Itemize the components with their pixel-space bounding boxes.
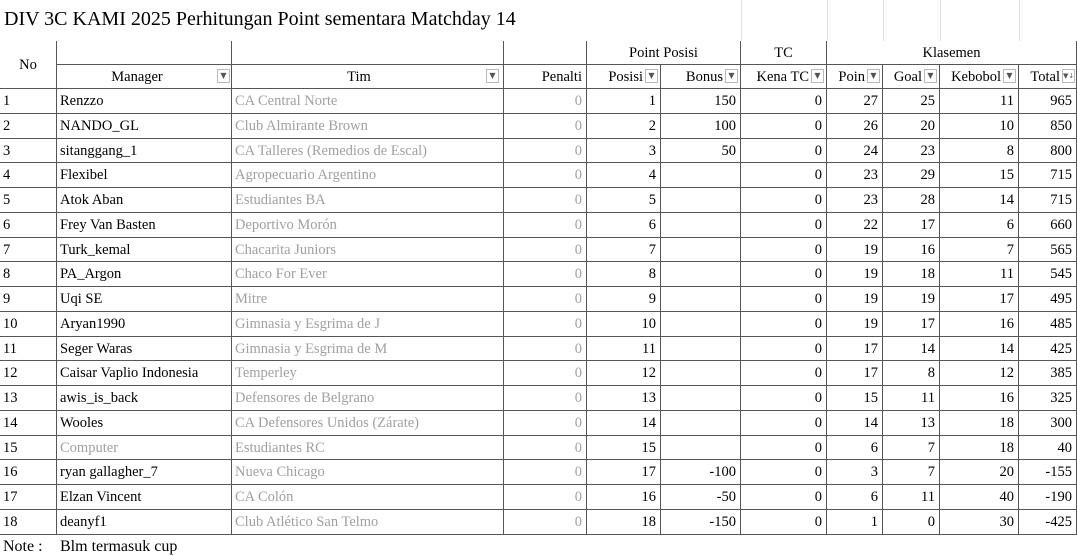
cell-poin: 23 xyxy=(827,163,883,188)
filter-dropdown-icon[interactable]: ▼ xyxy=(217,69,230,83)
cell-no: 11 xyxy=(0,337,57,362)
cell-no: 13 xyxy=(0,386,57,411)
cell-manager: Turk_kemal xyxy=(57,238,232,263)
cell-kebobol: 14 xyxy=(940,188,1019,213)
cell-tim: Deportivo Morón xyxy=(232,213,504,238)
cell-goal: 25 xyxy=(883,89,940,114)
cell-kebobol: 14 xyxy=(940,337,1019,362)
grid-line xyxy=(827,0,828,41)
cell-posisi: 14 xyxy=(587,411,661,436)
cell-kebobol: 11 xyxy=(940,262,1019,287)
cell-manager: Atok Aban xyxy=(57,188,232,213)
cell-manager: PA_Argon xyxy=(57,262,232,287)
cell-tim: Nueva Chicago xyxy=(232,460,504,485)
cell-kena-tc: 0 xyxy=(741,361,827,386)
filter-dropdown-icon[interactable]: ▼ xyxy=(1003,69,1016,83)
cell-tim: Defensores de Belgrano xyxy=(232,386,504,411)
cell-goal: 19 xyxy=(883,287,940,312)
cell-tim: CA Central Norte xyxy=(232,89,504,114)
cell-kena-tc: 0 xyxy=(741,411,827,436)
cell-posisi: 12 xyxy=(587,361,661,386)
cell-bonus xyxy=(661,163,741,188)
cell-goal: 13 xyxy=(883,411,940,436)
cell-penalti: 0 xyxy=(504,287,587,312)
filter-dropdown-icon[interactable]: ▼ xyxy=(645,69,658,83)
cell-penalti: 0 xyxy=(504,460,587,485)
cell-penalti: 0 xyxy=(504,485,587,510)
cell-goal: 11 xyxy=(883,386,940,411)
filter-dropdown-icon[interactable]: ▼ xyxy=(811,69,824,83)
cell-total: 715 xyxy=(1019,188,1077,213)
cell-tim: CA Defensores Unidos (Zárate) xyxy=(232,411,504,436)
cell-manager: Caisar Vaplio Indonesia xyxy=(57,361,232,386)
header-no[interactable]: No xyxy=(0,41,57,89)
cell-poin: 17 xyxy=(827,337,883,362)
cell-kena-tc: 0 xyxy=(741,460,827,485)
cell-manager: Seger Waras xyxy=(57,337,232,362)
cell-tim: Chaco For Ever xyxy=(232,262,504,287)
cell-tim: Mitre xyxy=(232,287,504,312)
cell-kena-tc: 0 xyxy=(741,89,827,114)
cell-penalti: 0 xyxy=(504,262,587,287)
cell-poin: 15 xyxy=(827,386,883,411)
cell-manager: Elzan Vincent xyxy=(57,485,232,510)
cell-posisi: 5 xyxy=(587,188,661,213)
cell-goal: 11 xyxy=(883,485,940,510)
cell-posisi: 1 xyxy=(587,89,661,114)
cell-no: 7 xyxy=(0,238,57,263)
cell-posisi: 3 xyxy=(587,139,661,164)
cell-bonus: 50 xyxy=(661,139,741,164)
cell-kena-tc: 0 xyxy=(741,386,827,411)
cell-poin: 3 xyxy=(827,460,883,485)
cell-tim: Estudiantes RC xyxy=(232,436,504,461)
cell-bonus xyxy=(661,337,741,362)
cell-kebobol: 30 xyxy=(940,510,1019,535)
cell-tim: Estudiantes BA xyxy=(232,188,504,213)
cell-bonus xyxy=(661,386,741,411)
cell-no: 16 xyxy=(0,460,57,485)
filter-dropdown-icon[interactable]: ▼ xyxy=(725,69,738,83)
cell-bonus xyxy=(661,213,741,238)
cell-kebobol: 12 xyxy=(940,361,1019,386)
cell-kebobol: 16 xyxy=(940,386,1019,411)
cell-posisi: 17 xyxy=(587,460,661,485)
cell-goal: 28 xyxy=(883,188,940,213)
header-group-point-posisi: Point Posisi xyxy=(587,41,741,65)
cell-penalti: 0 xyxy=(504,238,587,263)
cell-posisi: 2 xyxy=(587,114,661,139)
cell-manager: Aryan1990 xyxy=(57,312,232,337)
cell-total: 715 xyxy=(1019,163,1077,188)
cell-posisi: 15 xyxy=(587,436,661,461)
cell-kena-tc: 0 xyxy=(741,188,827,213)
cell-manager: ryan gallagher_7 xyxy=(57,460,232,485)
grid-line xyxy=(940,0,941,41)
cell-no: 3 xyxy=(0,139,57,164)
cell-kebobol: 6 xyxy=(940,213,1019,238)
cell-goal: 29 xyxy=(883,163,940,188)
cell-goal: 7 xyxy=(883,460,940,485)
cell-posisi: 9 xyxy=(587,287,661,312)
cell-tim: Temperley xyxy=(232,361,504,386)
filter-dropdown-icon[interactable]: ▼ xyxy=(486,69,499,83)
cell-kebobol: 10 xyxy=(940,114,1019,139)
cell-manager: Renzzo xyxy=(57,89,232,114)
cell-manager: deanyf1 xyxy=(57,510,232,535)
cell-kena-tc: 0 xyxy=(741,114,827,139)
cell-penalti: 0 xyxy=(504,411,587,436)
header-kebobol-label: Kebobol xyxy=(951,69,1001,85)
header-group-blank xyxy=(504,41,587,65)
cell-poin: 14 xyxy=(827,411,883,436)
cell-kena-tc: 0 xyxy=(741,436,827,461)
cell-manager: NANDO_GL xyxy=(57,114,232,139)
cell-tim: Gimnasia y Esgrima de M xyxy=(232,337,504,362)
cell-bonus xyxy=(661,312,741,337)
cell-bonus: -100 xyxy=(661,460,741,485)
cell-goal: 0 xyxy=(883,510,940,535)
header-kena-tc-label: Kena TC xyxy=(756,69,809,85)
cell-no: 10 xyxy=(0,312,57,337)
header-group-klasemen: Klasemen xyxy=(827,41,1077,65)
sort-descending-icon[interactable]: ▼↓ xyxy=(1062,69,1075,83)
cell-total: -190 xyxy=(1019,485,1077,510)
cell-kena-tc: 0 xyxy=(741,139,827,164)
cell-posisi: 7 xyxy=(587,238,661,263)
header-goal[interactable] xyxy=(883,65,940,89)
cell-goal: 14 xyxy=(883,337,940,362)
header-group-blank xyxy=(57,41,232,65)
cell-total: 495 xyxy=(1019,287,1077,312)
cell-kena-tc: 0 xyxy=(741,262,827,287)
cell-total: 40 xyxy=(1019,436,1077,461)
cell-kebobol: 17 xyxy=(940,287,1019,312)
cell-kebobol: 18 xyxy=(940,411,1019,436)
header-penalti[interactable] xyxy=(504,65,587,89)
cell-manager: Uqi SE xyxy=(57,287,232,312)
cell-total: 300 xyxy=(1019,411,1077,436)
cell-penalti: 0 xyxy=(504,114,587,139)
cell-total: 965 xyxy=(1019,89,1077,114)
cell-poin: 19 xyxy=(827,287,883,312)
header-penalti-label: Penalti xyxy=(541,69,582,85)
cell-posisi: 11 xyxy=(587,337,661,362)
header-group-blank xyxy=(232,41,504,65)
cell-penalti: 0 xyxy=(504,163,587,188)
cell-penalti: 0 xyxy=(504,213,587,238)
cell-bonus xyxy=(661,262,741,287)
cell-kena-tc: 0 xyxy=(741,485,827,510)
cell-kebobol: 18 xyxy=(940,436,1019,461)
cell-goal: 18 xyxy=(883,262,940,287)
cell-tim: Gimnasia y Esgrima de J xyxy=(232,312,504,337)
cell-no: 5 xyxy=(0,188,57,213)
cell-kebobol: 20 xyxy=(940,460,1019,485)
header-group-tc: TC xyxy=(741,41,827,65)
cell-manager: Wooles xyxy=(57,411,232,436)
header-tim-label: Tim xyxy=(347,69,371,85)
note-text: Blm termasuk cup xyxy=(60,537,178,555)
grid-line xyxy=(1019,0,1020,41)
cell-bonus xyxy=(661,361,741,386)
cell-tim: CA Colón xyxy=(232,485,504,510)
cell-penalti: 0 xyxy=(504,139,587,164)
cell-kebobol: 16 xyxy=(940,312,1019,337)
cell-kena-tc: 0 xyxy=(741,287,827,312)
cell-goal: 23 xyxy=(883,139,940,164)
cell-no: 15 xyxy=(0,436,57,461)
cell-manager: sitanggang_1 xyxy=(57,139,232,164)
cell-no: 4 xyxy=(0,163,57,188)
cell-no: 9 xyxy=(0,287,57,312)
header-total-label: Total xyxy=(1030,69,1060,85)
cell-penalti: 0 xyxy=(504,361,587,386)
cell-kebobol: 7 xyxy=(940,238,1019,263)
grid-line xyxy=(741,0,742,41)
header-poin[interactable] xyxy=(827,65,883,89)
header-kebobol[interactable] xyxy=(940,65,1019,89)
cell-goal: 17 xyxy=(883,213,940,238)
cell-goal: 17 xyxy=(883,312,940,337)
cell-kebobol: 11 xyxy=(940,89,1019,114)
cell-total: -425 xyxy=(1019,510,1077,535)
grid-line xyxy=(883,0,884,41)
cell-poin: 26 xyxy=(827,114,883,139)
cell-posisi: 13 xyxy=(587,386,661,411)
cell-bonus: -150 xyxy=(661,510,741,535)
cell-no: 18 xyxy=(0,510,57,535)
cell-penalti: 0 xyxy=(504,337,587,362)
cell-manager: Frey Van Basten xyxy=(57,213,232,238)
header-manager[interactable] xyxy=(57,65,232,89)
cell-no: 17 xyxy=(0,485,57,510)
cell-total: -155 xyxy=(1019,460,1077,485)
cell-total: 545 xyxy=(1019,262,1077,287)
header-kena-tc[interactable] xyxy=(741,65,827,89)
cell-kena-tc: 0 xyxy=(741,337,827,362)
cell-penalti: 0 xyxy=(504,312,587,337)
cell-total: 385 xyxy=(1019,361,1077,386)
cell-poin: 19 xyxy=(827,312,883,337)
cell-total: 850 xyxy=(1019,114,1077,139)
cell-tim: CA Talleres (Remedios de Escal) xyxy=(232,139,504,164)
cell-bonus xyxy=(661,436,741,461)
cell-poin: 6 xyxy=(827,485,883,510)
header-bonus-label: Bonus xyxy=(685,69,723,85)
cell-total: 565 xyxy=(1019,238,1077,263)
cell-tim: Club Atlético San Telmo xyxy=(232,510,504,535)
cell-bonus: -50 xyxy=(661,485,741,510)
header-manager-label: Manager xyxy=(111,69,163,85)
cell-manager: Flexibel xyxy=(57,163,232,188)
cell-kebobol: 8 xyxy=(940,139,1019,164)
header-tim[interactable] xyxy=(232,65,504,89)
header-total[interactable] xyxy=(1019,65,1077,89)
cell-no: 2 xyxy=(0,114,57,139)
header-posisi-label: Posisi xyxy=(608,69,643,85)
cell-goal: 16 xyxy=(883,238,940,263)
cell-kena-tc: 0 xyxy=(741,213,827,238)
cell-kebobol: 15 xyxy=(940,163,1019,188)
cell-manager: awis_is_back xyxy=(57,386,232,411)
cell-poin: 23 xyxy=(827,188,883,213)
cell-posisi: 6 xyxy=(587,213,661,238)
cell-poin: 19 xyxy=(827,262,883,287)
cell-tim: Chacarita Juniors xyxy=(232,238,504,263)
cell-penalti: 0 xyxy=(504,89,587,114)
cell-total: 485 xyxy=(1019,312,1077,337)
cell-goal: 7 xyxy=(883,436,940,461)
cell-no: 8 xyxy=(0,262,57,287)
header-posisi[interactable] xyxy=(587,65,661,89)
cell-total: 325 xyxy=(1019,386,1077,411)
cell-poin: 19 xyxy=(827,238,883,263)
cell-no: 1 xyxy=(0,89,57,114)
cell-total: 425 xyxy=(1019,337,1077,362)
cell-poin: 17 xyxy=(827,361,883,386)
cell-goal: 20 xyxy=(883,114,940,139)
cell-total: 800 xyxy=(1019,139,1077,164)
cell-posisi: 8 xyxy=(587,262,661,287)
cell-manager: Computer xyxy=(57,436,232,461)
cell-penalti: 0 xyxy=(504,510,587,535)
cell-posisi: 18 xyxy=(587,510,661,535)
cell-kena-tc: 0 xyxy=(741,163,827,188)
cell-bonus xyxy=(661,287,741,312)
sheet-title: DIV 3C KAMI 2025 Perhitungan Point sementara Matchday 14 xyxy=(4,8,516,30)
cell-tim: Agropecuario Argentino xyxy=(232,163,504,188)
cell-penalti: 0 xyxy=(504,386,587,411)
cell-kebobol: 40 xyxy=(940,485,1019,510)
cell-posisi: 4 xyxy=(587,163,661,188)
cell-kena-tc: 0 xyxy=(741,510,827,535)
cell-poin: 24 xyxy=(827,139,883,164)
cell-bonus xyxy=(661,238,741,263)
cell-bonus xyxy=(661,411,741,436)
spreadsheet-table xyxy=(0,41,1077,556)
cell-penalti: 0 xyxy=(504,436,587,461)
cell-poin: 6 xyxy=(827,436,883,461)
header-goal-label: Goal xyxy=(893,69,922,85)
filter-dropdown-icon[interactable]: ▼ xyxy=(867,69,880,83)
cell-kena-tc: 0 xyxy=(741,312,827,337)
cell-no: 6 xyxy=(0,213,57,238)
cell-kena-tc: 0 xyxy=(741,238,827,263)
cell-tim: Club Almirante Brown xyxy=(232,114,504,139)
cell-bonus xyxy=(661,188,741,213)
filter-dropdown-icon[interactable]: ▼ xyxy=(924,69,937,83)
cell-poin: 27 xyxy=(827,89,883,114)
cell-bonus: 100 xyxy=(661,114,741,139)
cell-penalti: 0 xyxy=(504,188,587,213)
cell-total: 660 xyxy=(1019,213,1077,238)
header-bonus[interactable] xyxy=(661,65,741,89)
header-poin-label: Poin xyxy=(838,69,865,85)
cell-poin: 22 xyxy=(827,213,883,238)
cell-no: 14 xyxy=(0,411,57,436)
cell-bonus: 150 xyxy=(661,89,741,114)
note-label: Note : xyxy=(3,537,43,555)
cell-posisi: 10 xyxy=(587,312,661,337)
cell-goal: 8 xyxy=(883,361,940,386)
cell-poin: 1 xyxy=(827,510,883,535)
cell-posisi: 16 xyxy=(587,485,661,510)
cell-no: 12 xyxy=(0,361,57,386)
